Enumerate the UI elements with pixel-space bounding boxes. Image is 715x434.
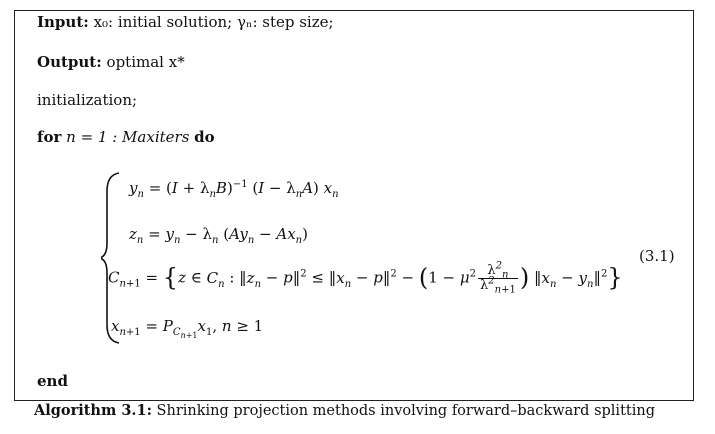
- for-line: [37, 128, 215, 146]
- do-keyword: do: [194, 128, 215, 146]
- algorithm-box: [14, 10, 694, 401]
- for-keyword: for: [37, 128, 62, 146]
- equation-number: (3.1): [639, 247, 675, 265]
- output-text: optimal x*: [106, 53, 185, 71]
- input-label: Input:: [37, 13, 89, 31]
- equation-xn1: $x_{n+1} = P_{C_{n+1}}x_1$, n ≥ 1: [111, 317, 264, 340]
- caption-text: Shrinking projection methods involving forward–backward splitting: [156, 403, 655, 419]
- algorithm-caption: [34, 402, 655, 419]
- equation-yn: $y_n = (I + \lambda_nB)^{-1}$ $(I - \lambda_nA)$ $x_n$: [129, 179, 339, 200]
- input-text: x₀: initial solution; γₙ: step size;: [93, 13, 334, 31]
- output-label: Output:: [37, 53, 102, 71]
- equation-cn1: $C_{n+1} = \{z$ ∈ $C_n$ : $‖z_n$ − p‖$^2$ ≤ $‖x_n$ − p‖$^2$ − ($1 - \mu^2$ $\frac{\lambda^2_n}{\lambda^2_{n+1}}$ ) $‖x_n$ − $y_n‖^2$}: [108, 260, 623, 296]
- init-text: initialization;: [37, 91, 138, 109]
- equation-zn: $z_n = y_n - \lambda_n$ $(Ay_n - Ax_n)$: [129, 225, 308, 246]
- end-keyword: end: [37, 372, 68, 390]
- input-line: [37, 13, 334, 31]
- end-line: [37, 372, 68, 390]
- caption-label: Algorithm 3.1:: [34, 402, 152, 419]
- init-line: [37, 91, 137, 109]
- for-condition: n = 1 : Maxiters: [66, 128, 190, 146]
- output-line: [37, 53, 185, 71]
